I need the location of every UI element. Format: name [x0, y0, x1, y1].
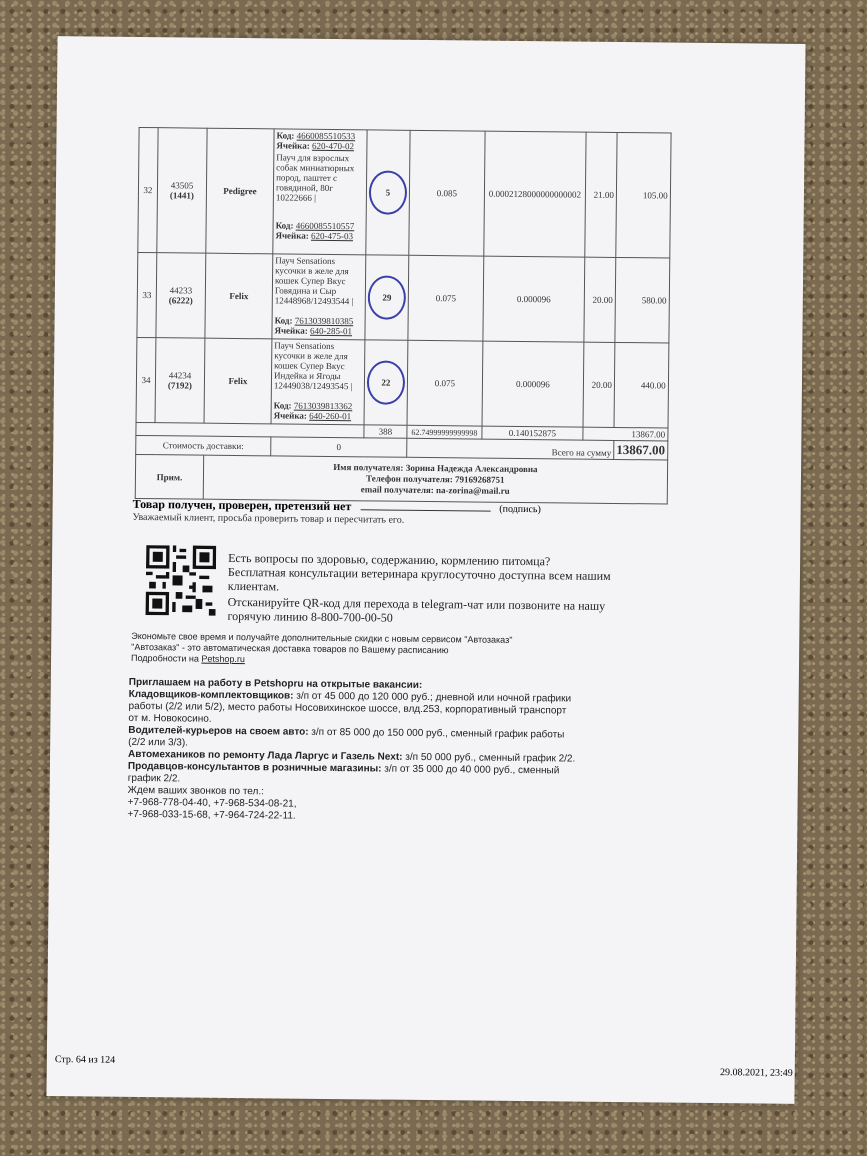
price-cell: 20.00: [583, 342, 615, 427]
recipient-info: [203, 455, 667, 504]
note-row: [135, 454, 667, 504]
job-3-title: Автомехаников по ремонту Лада Ларгус и Газель Next:: [127, 748, 403, 763]
article-id-secondary: (1441): [169, 190, 194, 201]
table-row: [136, 337, 669, 428]
job-4-details: з/п от 35 000 до 40 000 руб., сменный график 2/2.: [127, 763, 560, 785]
note-label: Прим.: [135, 454, 203, 499]
recipient-email: email получателя: na-zorina@mail.ru: [360, 484, 510, 496]
circled-quantity: 22: [367, 360, 405, 404]
cell-label: Ячейка:: [273, 410, 307, 421]
product-code: 4660085510557: [295, 220, 355, 232]
job-1-details: з/п от 45 000 до 120 000 руб.; дневной или ночной графики работы (2/2 или 5/2), место работы Носовихинское шоссе, влд.253, корпоративный транспорт от м. Новокосино.: [128, 690, 572, 725]
autoorder-section: [131, 631, 551, 668]
receipt-section: [132, 497, 652, 529]
recipient-name: Имя получателя: Зорина Надежда Александровна: [333, 462, 538, 475]
brand-cell: Pedigree: [206, 128, 274, 254]
job-1-title: Кладовщиков-комплектовщиков:: [128, 688, 294, 702]
autoorder-line-1: Экономьте свое время и получайте дополнительные скидки с новым сервисом "Автозаказ": [131, 630, 513, 645]
vet-qr-instructions: Отсканируйте QR-код для перехода в telegram-чат или позвоните на нашу горячую линию 8-800-700-00-50: [227, 594, 606, 625]
product-code: 7613039813362: [293, 400, 353, 412]
vet-free-consult: Бесплатная консультации ветеринара круглосуточно доступна всем нашим клиентам.: [227, 564, 611, 594]
autoorder-details-prefix: Подробности на: [131, 652, 202, 664]
product-description: Пауч для взрослых собак миниатюрных пород, паштет с говядиной, 80г 10222666 |: [275, 152, 355, 203]
grand-total-value: 13867.00: [614, 440, 668, 460]
storage-cell: 640-260-01: [309, 410, 352, 422]
delivery-value: 0: [271, 437, 407, 457]
code-label: Код:: [276, 130, 295, 141]
code-label: Код:: [273, 400, 292, 411]
article-cell: [157, 128, 207, 254]
phone-numbers-1: +7-968-778-04-40, +7-968-534-08-21,: [127, 796, 297, 810]
article-id-secondary: (6222): [168, 295, 193, 306]
article-id: 43505: [170, 180, 194, 191]
grand-total-label: Всего на сумму: [407, 438, 614, 459]
page-number: Стр. 64 из 124: [54, 1054, 116, 1066]
receipt-hint: Уважаемый клиент, просьба проверить товар и пересчитать его.: [132, 511, 405, 526]
circled-quantity: 5: [369, 170, 407, 214]
jobs-title: Приглашаем на работу в Petshopru на открытые вакансии:: [128, 676, 423, 691]
autoorder-line-2: "Автозаказ" - это автоматическая доставка товаров по Вашему расписанию: [131, 641, 449, 656]
receipt-title: Товар получен, проверен, претензий нет: [132, 496, 352, 514]
description-cell: [273, 129, 367, 255]
price-cell: 20.00: [584, 257, 616, 342]
brand-cell: Felix: [204, 338, 272, 424]
article-id-secondary: (7192): [167, 380, 192, 391]
sum-cell: 440.00: [614, 342, 669, 428]
article-id: 44234: [168, 370, 192, 381]
signature-caption: (подпись): [499, 503, 541, 516]
article-cell: [155, 338, 205, 424]
weight-cell: 0.085: [409, 130, 485, 256]
goods-table: [135, 127, 672, 505]
row-number: 34: [136, 337, 156, 422]
signature-line: [360, 509, 490, 511]
article-cell: [156, 253, 206, 339]
weight-cell: 0.075: [407, 340, 483, 426]
total-sum: 13867.00: [583, 427, 668, 441]
jobs-section: [127, 677, 578, 826]
quantity-cell: [364, 340, 408, 425]
job-3-details: з/п 50 000 руб., сменный график 2/2.: [402, 751, 576, 765]
total-weight: 62.74999999999998: [407, 425, 482, 439]
table-row: [138, 127, 671, 258]
job-4-title: Продавцов-консультантов в розничные магазины:: [127, 760, 382, 775]
storage-cell: 640-285-01: [310, 325, 353, 337]
vet-consult-section: [227, 551, 628, 627]
job-2-details: з/п от 85 000 до 150 000 руб., сменный график работы (2/2 или 3/3).: [128, 726, 565, 749]
total-volume: 0.140152875: [482, 426, 583, 440]
volume-cell: 0.000096: [482, 341, 584, 427]
phone-numbers-2: +7-968-033-15-68, +7-964-724-22-11.: [127, 808, 296, 822]
cell-label: Ячейка:: [274, 325, 308, 336]
row-number: 33: [137, 252, 157, 337]
product-description: Пауч Sensations кусочки в желе для кошек Супер Вкус Говядина и Сыр 12448968/12493544 |: [274, 255, 354, 307]
job-2-title: Водителей-курьеров на своем авто:: [128, 724, 309, 738]
product-description: Пауч Sensations кусочки в желе для кошек Супер Вкус Индейка и Ягоды 12449038/12493545 |: [273, 340, 353, 392]
recipient-phone: Телефон получателя: 79169268751: [366, 473, 505, 485]
print-date: 29.08.2021, 23:49: [719, 1067, 793, 1079]
row-number: 32: [138, 127, 158, 252]
petshop-link[interactable]: Petshop.ru: [201, 653, 245, 665]
calls-prompt: Ждем ваших звонков по тел.:: [127, 784, 265, 798]
cell-label: Ячейка:: [275, 230, 309, 241]
article-id: 44233: [169, 285, 193, 296]
total-quantity: 388: [364, 425, 407, 438]
volume-cell: 0.0002128000000000002: [484, 131, 586, 257]
cell-label: Ячейка:: [276, 140, 310, 151]
delivery-label: Стоимость доставки:: [136, 435, 271, 455]
description-cell: [272, 254, 366, 340]
quantity-cell: [366, 130, 410, 255]
product-code: 4660085510533: [296, 130, 356, 142]
sum-cell: 580.00: [615, 257, 670, 343]
weight-cell: 0.075: [408, 255, 484, 341]
document-page: [46, 36, 805, 1104]
vet-question: Есть вопросы по здоровью, содержанию, кормлению питомца?: [228, 550, 551, 569]
code-label: Код:: [274, 315, 293, 326]
volume-cell: 0.000096: [483, 256, 585, 342]
storage-cell: 620-470-02: [311, 140, 355, 152]
code-label: Код:: [275, 220, 294, 231]
qr-code-icon: [146, 545, 217, 616]
table-row: [137, 252, 670, 343]
quantity-cell: [365, 255, 409, 340]
description-cell: [271, 339, 365, 425]
price-cell: 21.00: [585, 132, 617, 257]
circled-quantity: 29: [368, 275, 406, 319]
sum-cell: 105.00: [616, 132, 671, 258]
brand-cell: Felix: [205, 253, 273, 339]
product-code: 7613039810385: [294, 315, 354, 327]
storage-cell: 620-475-03: [311, 230, 354, 242]
